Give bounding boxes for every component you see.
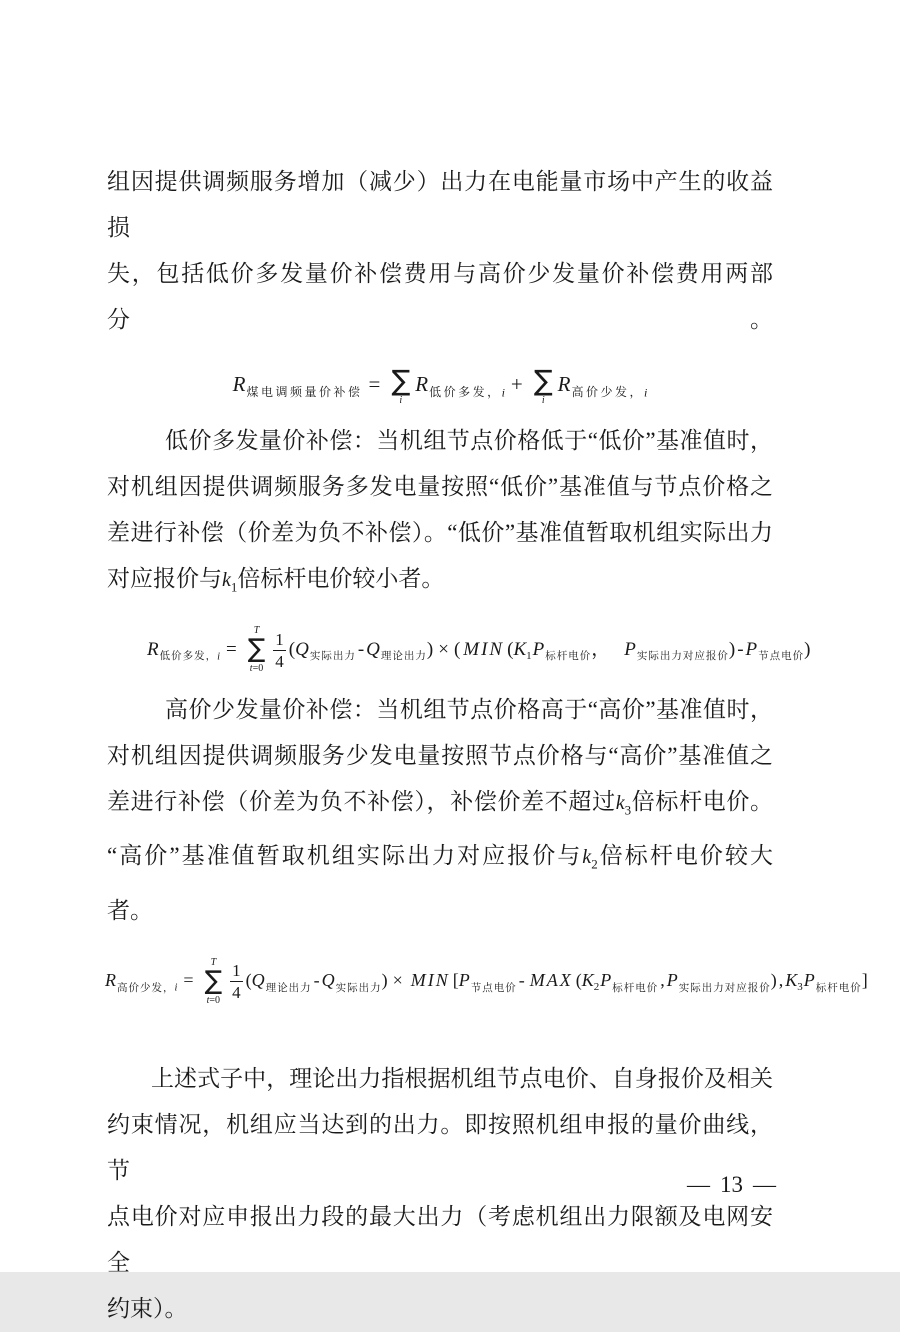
- sum-lower-limit: t=0: [249, 663, 264, 675]
- var-k2: k: [582, 846, 592, 869]
- summation-symbol: [391, 363, 411, 407]
- close-paren: ): [770, 969, 777, 990]
- sigma-glyph: ∑: [533, 363, 553, 397]
- paragraph-theory-output: [107, 1056, 773, 1332]
- subscript-actual-output: 实际出力: [309, 651, 356, 663]
- paragraph-high-price: [107, 687, 773, 934]
- var-K: K: [581, 969, 594, 990]
- text-line: 点电价对应申报出力段的最大出力（考虑机组出力限额及电网安全: [107, 1203, 773, 1275]
- var-Q: Q: [321, 969, 335, 990]
- open-paren: (: [245, 969, 252, 990]
- sum-lower-limit: t=0: [206, 994, 221, 1006]
- var-Q: Q: [251, 969, 265, 990]
- summation-symbol: [533, 363, 553, 407]
- sum-upper-limit: T: [253, 625, 260, 637]
- open-bracket: [: [452, 969, 459, 990]
- text-segment: 差进行补偿（价差为负不补偿），补偿价差不超过: [107, 788, 616, 814]
- subscript-1: 1: [526, 649, 532, 662]
- var-R: R: [557, 372, 571, 396]
- text-line: [107, 779, 773, 834]
- var-R: R: [147, 638, 159, 660]
- subscript-benchmark-price: 标杆电价: [545, 651, 592, 663]
- subscript-low-price: 低价多发，: [159, 651, 218, 663]
- fraction-one-quarter: $\frac{1}{4}$: [232, 961, 241, 1003]
- paragraph-low-price: [107, 418, 773, 611]
- fraction-one-quarter: $\frac{1}{4}$: [275, 629, 284, 671]
- subscript-i: i: [174, 982, 178, 994]
- subscript-high-price: 高价少发，: [117, 982, 175, 994]
- text-line: 者。: [107, 897, 153, 923]
- subscript-low-price: 低价多发，: [429, 385, 502, 400]
- subscript-coal-freq: 煤电调频量价补偿: [246, 385, 363, 400]
- open-paren: (: [288, 638, 296, 660]
- text-segment: “高价”基准值暂取机组实际出力对应报价与: [107, 843, 583, 869]
- subscript-i: i: [643, 385, 648, 400]
- minus-sign: -: [737, 638, 744, 660]
- text-segment: 倍标杆电价较大: [597, 843, 773, 869]
- subscript-i: i: [217, 651, 221, 663]
- sigma-glyph: ∑: [204, 965, 223, 996]
- equals-sign: =: [368, 372, 381, 396]
- subscript-nodal-price: 节点电价: [758, 651, 805, 663]
- subscript-benchmark-price: 标杆电价: [815, 982, 862, 994]
- subscript-actual-output-bid-price: 实际出力对应报价: [678, 982, 771, 994]
- text-line: 对机组因提供调频服务多发电量按照“低价”基准值与节点价格之: [107, 474, 773, 499]
- summation-symbol: [205, 957, 223, 1007]
- sum-lower-limit: i: [541, 394, 545, 406]
- text-line: 高价少发量价补偿：当机组节点价格高于“高价”基准值时，: [165, 696, 773, 722]
- minus-sign: -: [357, 638, 365, 660]
- subscript-nodal-price: 节点电价: [470, 982, 517, 994]
- text-line: 失，包括低价多发量价补偿费用与高价少发量价补偿费用两部分。: [107, 261, 773, 332]
- summation-symbol: [248, 625, 266, 675]
- var-R: R: [232, 372, 246, 396]
- times-sign: ×: [438, 638, 449, 660]
- close-bracket: ]: [861, 969, 868, 990]
- var-k3: k: [615, 791, 625, 814]
- subscript-actual-output: 实际出力: [335, 982, 382, 994]
- var-K: K: [785, 969, 798, 990]
- sigma-glyph: ∑: [247, 634, 266, 665]
- var-k3-subscript: 3: [624, 802, 632, 818]
- var-Q: Q: [295, 638, 309, 660]
- text-line: 约束情况，机组应当达到的出力。即按照机组申报的量价曲线，节: [107, 1111, 773, 1183]
- text-line: 对机组因提供调频服务少发电量按照节点价格与“高价”基准值之: [107, 742, 773, 768]
- open-paren: (: [453, 638, 461, 660]
- var-P: P: [745, 638, 758, 660]
- formula-total-compensation: [107, 355, 773, 413]
- page-number-value: 13: [720, 1172, 743, 1197]
- max-function: MAX: [529, 969, 573, 990]
- var-R: R: [415, 372, 429, 396]
- sum-upper-limit: T: [210, 956, 217, 968]
- close-paren: ): [728, 638, 736, 660]
- subscript-actual-output-bid-price: 实际出力对应报价: [636, 651, 729, 663]
- comma: ,: [778, 969, 784, 990]
- subscript-benchmark-price: 标杆电价: [612, 982, 659, 994]
- text-line: 组因提供调频服务增加（减少）出力在电能量市场中产生的收益损: [107, 169, 773, 240]
- times-sign: ×: [392, 969, 403, 990]
- var-k1-subscript: 1: [230, 579, 238, 595]
- formula-low-price-overgeneration: [107, 617, 811, 683]
- comma: ，: [591, 638, 611, 660]
- subscript-2: 2: [593, 981, 600, 994]
- min-function: MIN: [463, 638, 505, 660]
- open-paren: (: [575, 969, 582, 990]
- text-segment: 倍标杆电价。: [631, 788, 774, 814]
- formula-high-price-undergeneration: [105, 946, 868, 1014]
- var-P: P: [624, 638, 636, 660]
- subscript-i: i: [501, 385, 505, 400]
- subscript-3: 3: [797, 981, 803, 994]
- text-line: 低价多发量价补偿：当机组节点价格低于“低价”基准值时，: [165, 428, 773, 453]
- var-P: P: [803, 969, 815, 990]
- var-P: P: [532, 638, 545, 660]
- var-P: P: [458, 969, 470, 990]
- comma: ,: [660, 969, 665, 990]
- close-paren: ): [381, 969, 388, 990]
- text-line: 上述式子中，理论出力指根据机组节点电价、自身报价及相关: [151, 1065, 773, 1091]
- paragraph-intro: [107, 159, 773, 343]
- subscript-high-price: 高价少发，: [571, 385, 644, 400]
- text-segment: 倍标杆电价较小者。: [237, 566, 445, 591]
- text-line: 差进行补偿（价差为负不补偿）。“低价”基准值暂取机组实际出力: [107, 520, 773, 545]
- text-line: [107, 833, 773, 888]
- page-number-dash-left: —: [687, 1172, 710, 1197]
- close-paren: ): [426, 638, 434, 660]
- subscript-theoretical-output: 理论出力: [380, 651, 427, 663]
- var-K: K: [513, 638, 527, 660]
- minus-sign: -: [313, 969, 320, 990]
- plus-sign: +: [510, 372, 523, 396]
- page-number-dash-right: —: [753, 1172, 776, 1197]
- var-P: P: [600, 969, 612, 990]
- var-k1: k: [222, 569, 231, 591]
- text-segment: 对应报价与: [107, 566, 222, 591]
- page-number: [687, 1170, 776, 1200]
- var-P: P: [666, 969, 678, 990]
- document-body: [105, 0, 868, 1332]
- sum-lower-limit: i: [399, 394, 403, 406]
- min-function: MIN: [410, 969, 450, 990]
- var-Q: Q: [366, 638, 380, 660]
- text-line: [107, 556, 773, 611]
- var-k2-subscript: 2: [591, 856, 598, 872]
- var-R: R: [105, 969, 116, 990]
- subscript-theoretical-output: 理论出力: [265, 982, 312, 994]
- minus-sign: -: [518, 969, 525, 990]
- equals-sign: =: [183, 969, 194, 990]
- close-paren: ): [804, 638, 811, 660]
- open-paren: (: [507, 638, 514, 660]
- sigma-glyph: ∑: [391, 363, 411, 397]
- text-line: 约束）。: [107, 1295, 188, 1321]
- equals-sign: =: [226, 638, 237, 660]
